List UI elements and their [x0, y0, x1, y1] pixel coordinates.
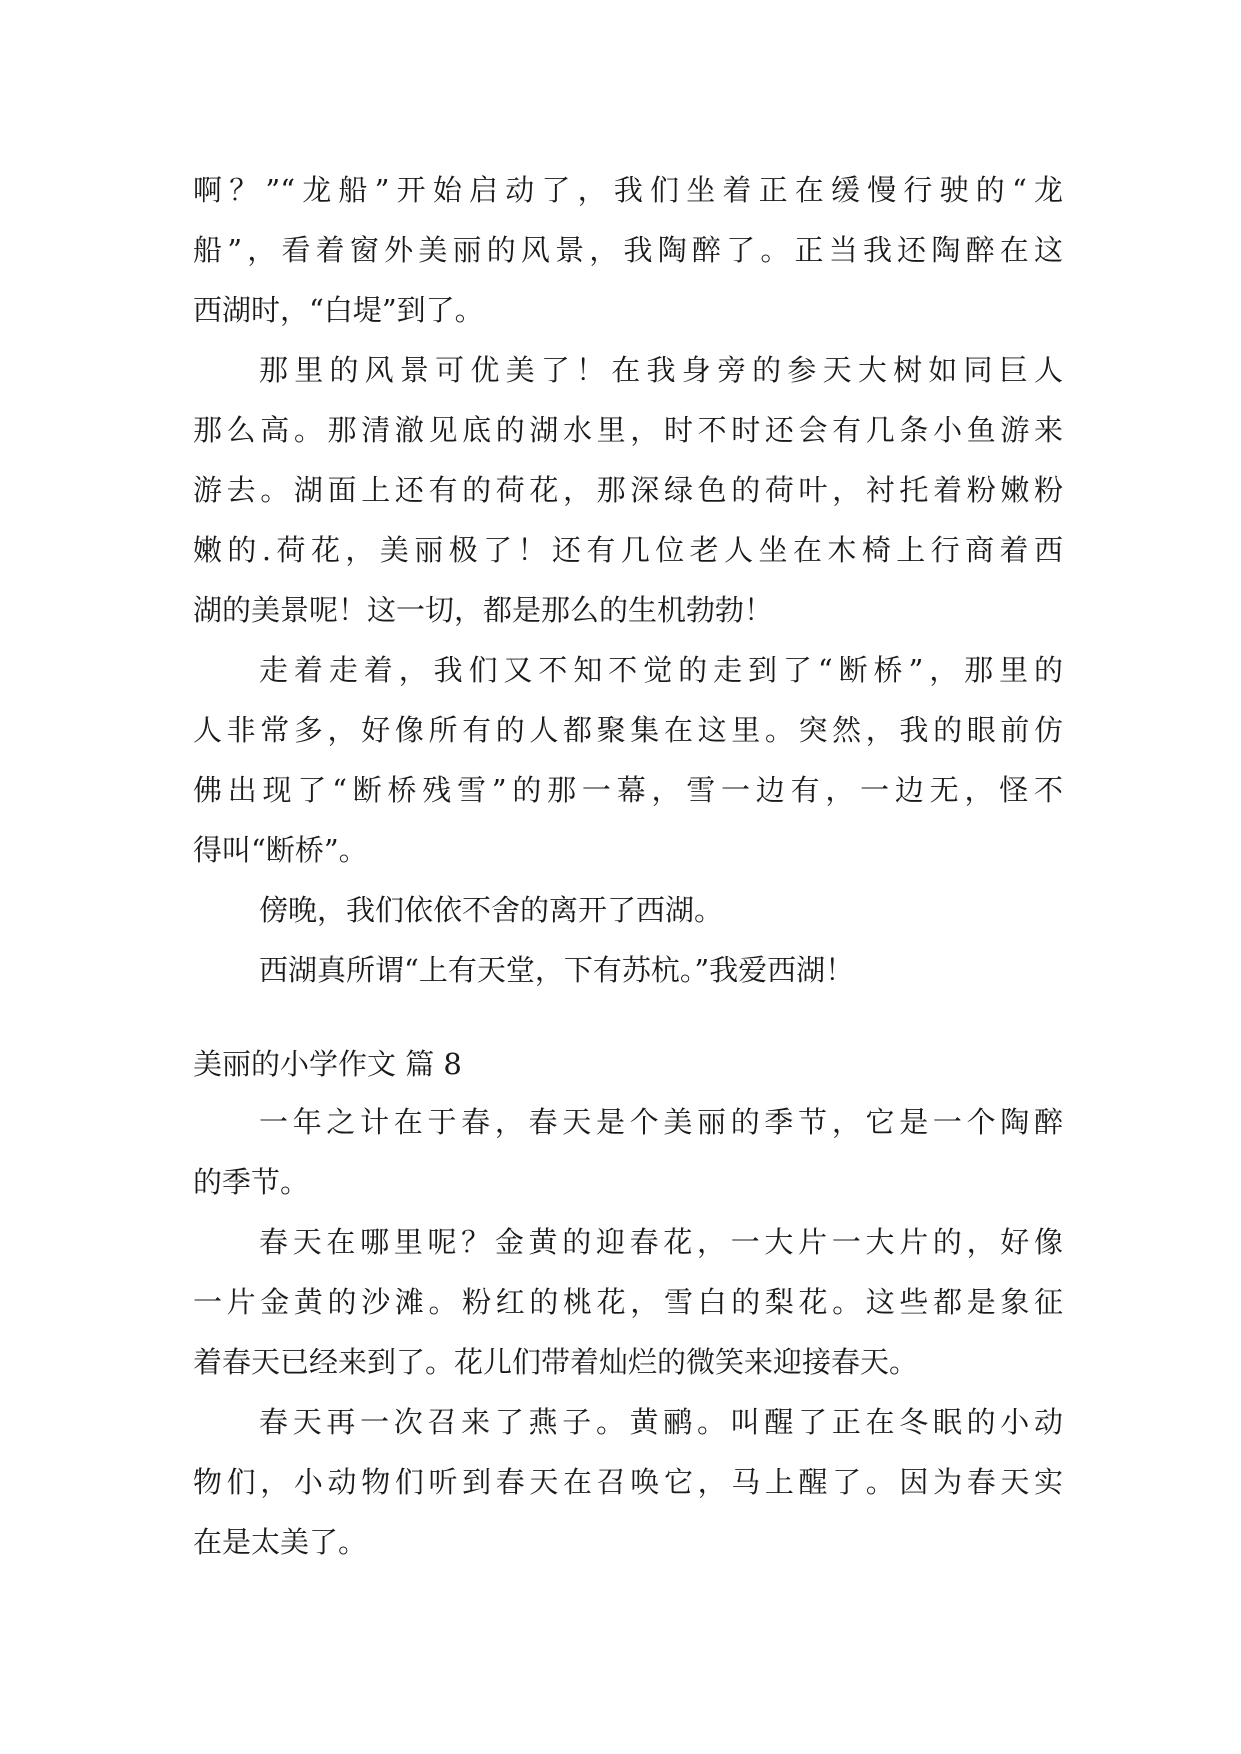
- text-line: 啊？”“龙船”开始启动了，我们坐着正在缓慢行驶的“龙: [193, 173, 1063, 207]
- paragraph: [193, 1092, 1063, 1212]
- paragraph: [193, 160, 1063, 340]
- text-line: 人非常多，好像所有的人都聚集在这里。突然，我的眼前仿: [193, 713, 1063, 747]
- section-spacer: [193, 1000, 1063, 1036]
- text-line: 春天在哪里呢？金黄的迎春花，一大片一大片的，好像: [259, 1225, 1063, 1259]
- text-line: 物们，小动物们听到春天在召唤它，马上醒了。因为春天实: [193, 1465, 1063, 1499]
- paragraph: [193, 640, 1063, 880]
- text-line: 游去。湖面上还有的荷花，那深绿色的荷叶，衬托着粉嫩粉: [193, 473, 1063, 507]
- text-line: 西湖真所谓“上有天堂，下有苏杭。”我爱西湖！: [259, 953, 855, 987]
- document-page: [193, 160, 1063, 1572]
- paragraph: [193, 340, 1063, 640]
- paragraph: [193, 1212, 1063, 1392]
- text-line: 一片金黄的沙滩。粉红的桃花，雪白的梨花。这些都是象征: [193, 1285, 1063, 1319]
- article-title: 美丽的小学作文 篇 8: [193, 1047, 462, 1081]
- text-line: 得叫“断桥”。: [193, 833, 368, 867]
- paragraph: [193, 880, 1063, 940]
- text-line: 春天再一次召来了燕子。黄鹂。叫醒了正在冬眠的小动: [259, 1405, 1063, 1439]
- paragraph: [193, 1392, 1063, 1572]
- paragraph: [193, 940, 1063, 1000]
- text-line: 西湖时，“白堤”到了。: [193, 293, 484, 327]
- text-line: 走着走着，我们又不知不觉的走到了“断桥”，那里的: [259, 653, 1063, 687]
- text-line: 傍晚，我们依依不舍的离开了西湖。: [259, 893, 724, 927]
- text-line: 在是太美了。: [193, 1525, 368, 1559]
- text-line: 着春天已经来到了。花儿们带着灿烂的微笑来迎接春天。: [193, 1345, 919, 1379]
- text-line: 船”，看着窗外美丽的风景，我陶醉了。正当我还陶醉在这: [193, 233, 1063, 267]
- text-line: 佛出现了“断桥残雪”的那一幕，雪一边有，一边无，怪不: [193, 773, 1063, 807]
- text-line: 那么高。那清澈见底的湖水里，时不时还会有几条小鱼游来: [193, 413, 1063, 447]
- text-line: 那里的风景可优美了！在我身旁的参天大树如同巨人: [259, 353, 1063, 387]
- text-line: 湖的美景呢！这一切，都是那么的生机勃勃！: [193, 593, 774, 627]
- text-line: 的季节。: [193, 1165, 310, 1199]
- text-line: 嫩的.荷花，美丽极了！还有几位老人坐在木椅上行商着西: [193, 533, 1063, 567]
- text-line: 一年之计在于春，春天是个美丽的季节，它是一个陶醉: [259, 1105, 1063, 1139]
